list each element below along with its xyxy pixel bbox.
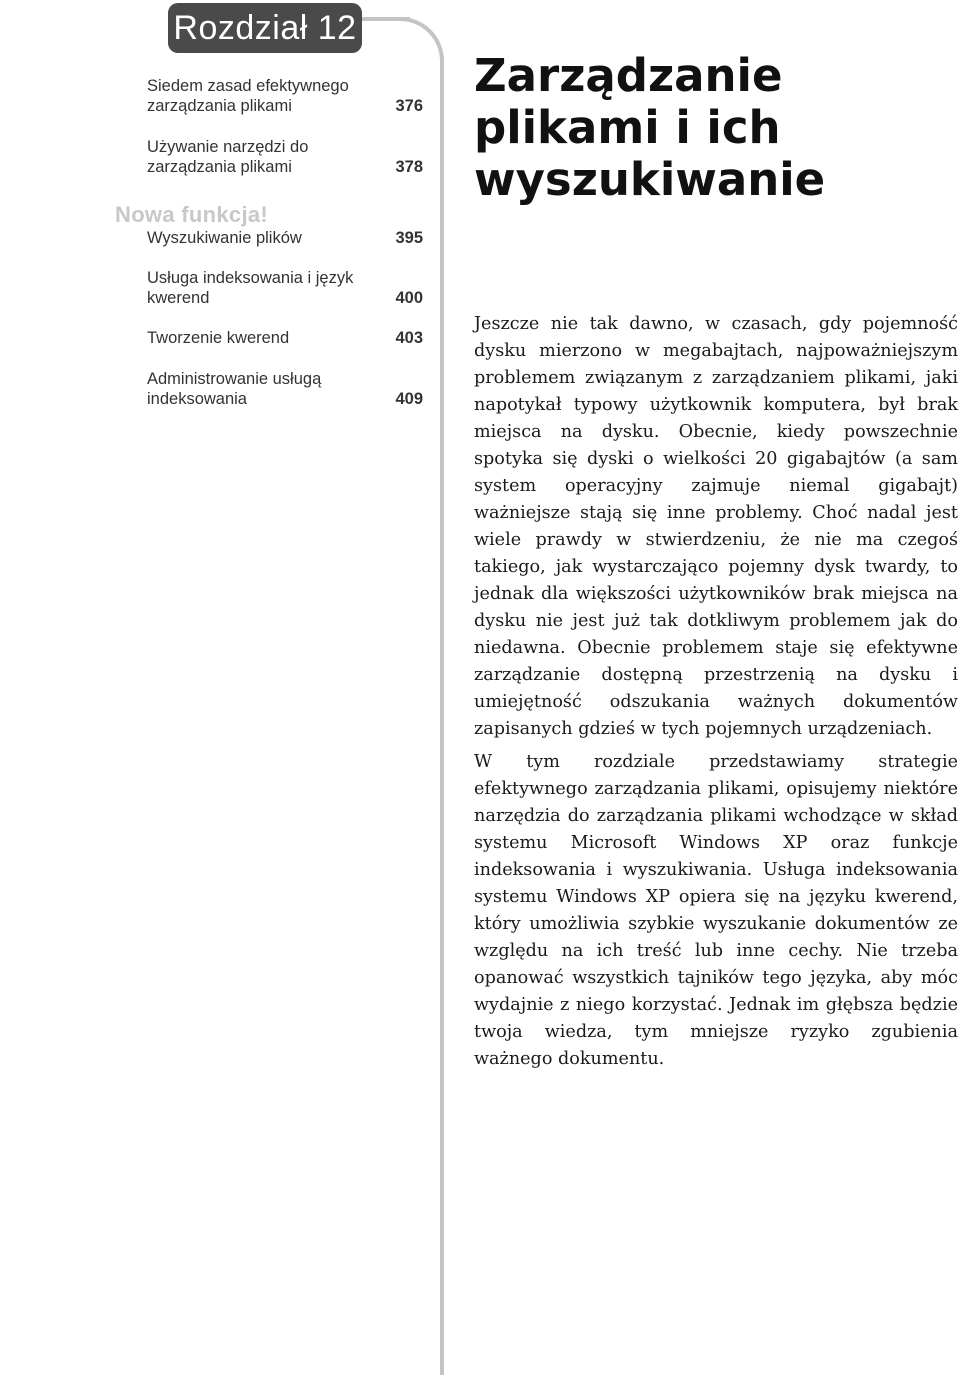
toc-entry-title: Administrowanie usługą indeksowania xyxy=(147,370,322,408)
toc-entry-page: 403 xyxy=(395,329,423,347)
toc-entry-title: Usługa indeksowania i język kwerend xyxy=(147,269,354,307)
border-rule-corner xyxy=(400,17,444,61)
toc-entry[interactable] xyxy=(147,268,423,308)
border-rule-vertical xyxy=(440,58,444,1375)
body-paragraph: Jeszcze nie tak dawno, w czasach, gdy pojemność dysku mierzono w megabajtach, najpoważniejszym problemem związanym z zarządzaniem plikami, jaki napotykał typowy użytkownik komputera, był brak miejsca na dysku. Obecnie, kiedy powszechnie spotyka się dyski o wielkości 20 gigabajtów (a sam system operacyjny zajmuje niemal gigabajt) ważniejsze stają się inne problemy. Choć nadal jest wiele prawdy w stwierdzeniu, że nie ma czegoś takiego, jak wystarczająco pojemny dysk twardy, to jednak dla większości użytkowników brak miejsca na dysku nie jest już tak dotkliwym problemem jak do niedawna. Obecnie problemem staje się efektywne zarządzanie dostępną przestrzenią na dysku i umiejętność odszukania ważnych dokumentów zapisanych gdzieś w tych pojemnych urządzeniach. xyxy=(474,314,958,739)
chapter-heading-line: plikami i ich xyxy=(474,101,781,154)
toc-entry-page: 400 xyxy=(395,289,423,307)
toc-entry[interactable] xyxy=(147,369,423,409)
chapter-heading-line: Zarządzanie xyxy=(474,49,783,102)
toc-entry[interactable] xyxy=(147,137,423,177)
toc-entry[interactable] xyxy=(147,76,423,116)
toc-entry-title: Wyszukiwanie plików xyxy=(147,229,302,247)
toc-entry[interactable] xyxy=(147,328,423,348)
chapter-heading xyxy=(474,50,944,206)
toc-entry-title: Tworzenie kwerend xyxy=(147,329,290,347)
toc-entry-page: 395 xyxy=(395,229,423,247)
toc-entry-page: 376 xyxy=(395,97,423,115)
body-paragraph: W tym rozdziale przedstawiamy strategie efektywnego zarządzania plikami, opisujemy niektóre narzędzia do zarządzania plikami wchodzące w skład systemu Microsoft Windows XP oraz funkcje indeksowania i wyszukiwania. Usługa indeksowania systemu Windows XP opiera się na języku kwerend, który umożliwia szybkie wyszukanie dokumentów ze względu na ich treść lub inne cechy. Nie trzeba opanować wszystkich tajników tego języka, aby móc wydajnie z niego korzystać. Jednak im głębsza będzie twoja wiedza, tym mniejsze ryzyko zgubienia ważnego dokumentu. xyxy=(474,752,958,1069)
chapter-heading-line: wyszukiwanie xyxy=(474,153,826,206)
toc-entry-title: Siedem zasad efektywnego zarządzania plikami xyxy=(147,77,349,115)
body-text xyxy=(474,311,958,1079)
toc-entry-page: 409 xyxy=(395,390,423,408)
toc-entry-title: Używanie narzędzi do zarządzania plikami xyxy=(147,138,309,176)
toc-entry-page: 378 xyxy=(395,158,423,176)
toc-entry[interactable] xyxy=(147,228,423,248)
new-feature-label: Nowa funkcja! xyxy=(115,202,269,227)
chapter-tab: Rozdział 12 xyxy=(168,3,362,53)
